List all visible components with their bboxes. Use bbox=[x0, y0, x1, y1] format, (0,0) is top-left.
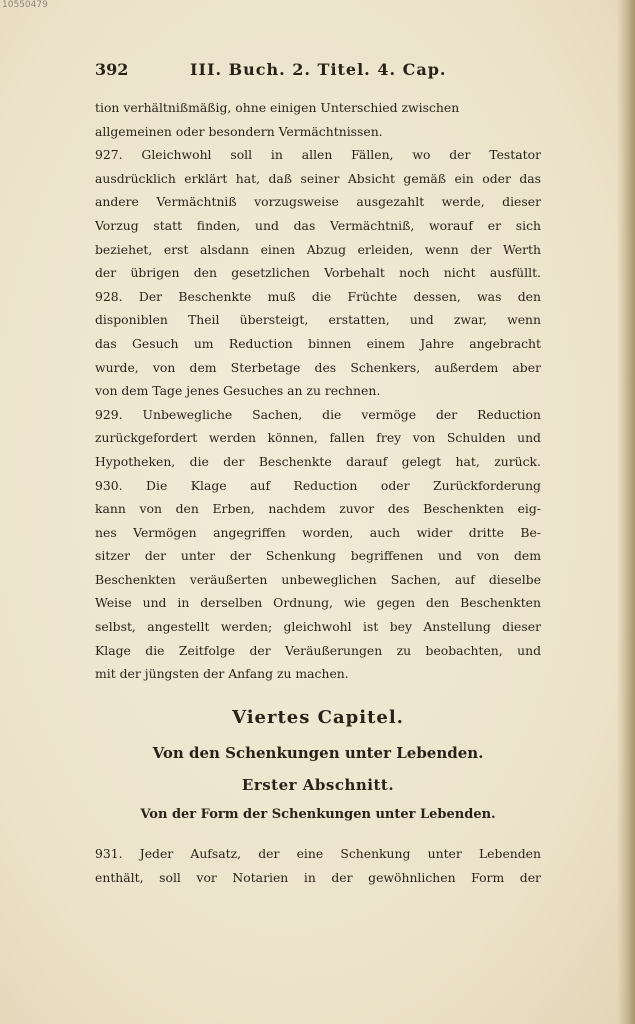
text-line: Weise und in derselben Ordnung, wie gegen den Beschenkten bbox=[95, 595, 541, 611]
text-line: von dem Tage jenes Gesuches an zu rechnen. bbox=[95, 383, 381, 399]
text-line: 927. Gleichwohl soll in allen Fällen, wo der Testator bbox=[95, 147, 541, 163]
text-line: nes Vermögen angegriffen worden, auch wider dritte Be- bbox=[95, 524, 541, 540]
text-line: enthält, soll vor Notarien in der gewöhnlichen Form der bbox=[95, 869, 541, 885]
text-line: sitzer der unter der Schenkung begriffenen und von dem bbox=[95, 548, 541, 564]
page-header bbox=[95, 60, 540, 86]
section-heading: Von der Form der Schenkungen unter Lebenden. bbox=[140, 807, 496, 822]
page-edge bbox=[617, 0, 635, 1024]
text-line: disponiblen Theil übersteigt, erstatten, und zwar, wenn bbox=[95, 312, 541, 328]
text-line: zurückgefordert werden können, fallen frey von Schulden und bbox=[95, 430, 541, 446]
body-text bbox=[95, 96, 541, 686]
text-line: 928. Der Beschenkte muß die Früchte dessen, was den bbox=[95, 288, 541, 304]
text-line: Beschenkten veräußerten unbeweglichen Sachen, auf dieselbe bbox=[95, 571, 541, 587]
scan-id: 10550479 bbox=[2, 0, 48, 10]
page-number: 392 bbox=[95, 60, 129, 79]
text-line: tion verhältnißmäßig, ohne einigen Unterschied zwischen bbox=[95, 100, 460, 115]
text-line: 930. Die Klage auf Reduction oder Zurückforderung bbox=[95, 477, 541, 493]
text-line: Klage die Zeitfolge der Veräußerungen zu beobachten, und bbox=[95, 642, 541, 658]
text-line: der übrigen den gesetzlichen Vorbehalt noch nicht ausfüllt. bbox=[95, 265, 541, 281]
text-line: Vorzug statt finden, und das Vermächtniß, worauf er sich bbox=[95, 217, 541, 233]
text-line: ausdrücklich erklärt hat, daß seiner Absicht gemäß ein oder das bbox=[95, 170, 541, 186]
text-line: selbst, angestellt werden; gleichwohl ist bey Anstellung dieser bbox=[95, 619, 541, 635]
text-line: beziehet, erst alsdann einen Abzug erleiden, wenn der Werth bbox=[95, 241, 541, 257]
text-line: 929. Unbewegliche Sachen, die vermöge der Reduction bbox=[95, 406, 541, 422]
running-title: III. Buch. 2. Titel. 4. Cap. bbox=[190, 60, 447, 79]
text-line: Hypotheken, die der Beschenkte darauf gelegt hat, zurück. bbox=[95, 453, 541, 469]
closing-text bbox=[95, 842, 541, 889]
text-line: 931. Jeder Aufsatz, der eine Schenkung unter Lebenden bbox=[95, 846, 541, 861]
text-line: andere Vermächtniß vorzugsweise ausgezahlt werde, dieser bbox=[95, 194, 541, 210]
chapter-subtitle: Von den Schenkungen unter Lebenden. bbox=[152, 744, 484, 762]
text-line: allgemeinen oder besondern Vermächtnissen. bbox=[95, 123, 383, 139]
text-line: kann von den Erben, nachdem zuvor des Beschenkten eig- bbox=[95, 501, 541, 517]
text-line: mit der jüngsten der Anfang zu machen. bbox=[95, 666, 349, 682]
section-title: Erster Abschnitt. bbox=[241, 776, 395, 794]
text-line: wurde, von dem Sterbetage des Schenkers, außerdem aber bbox=[95, 359, 541, 375]
chapter-title: Viertes Capitel. bbox=[232, 707, 404, 728]
text-line: das Gesuch um Reduction binnen einem Jahre angebracht bbox=[95, 335, 541, 351]
